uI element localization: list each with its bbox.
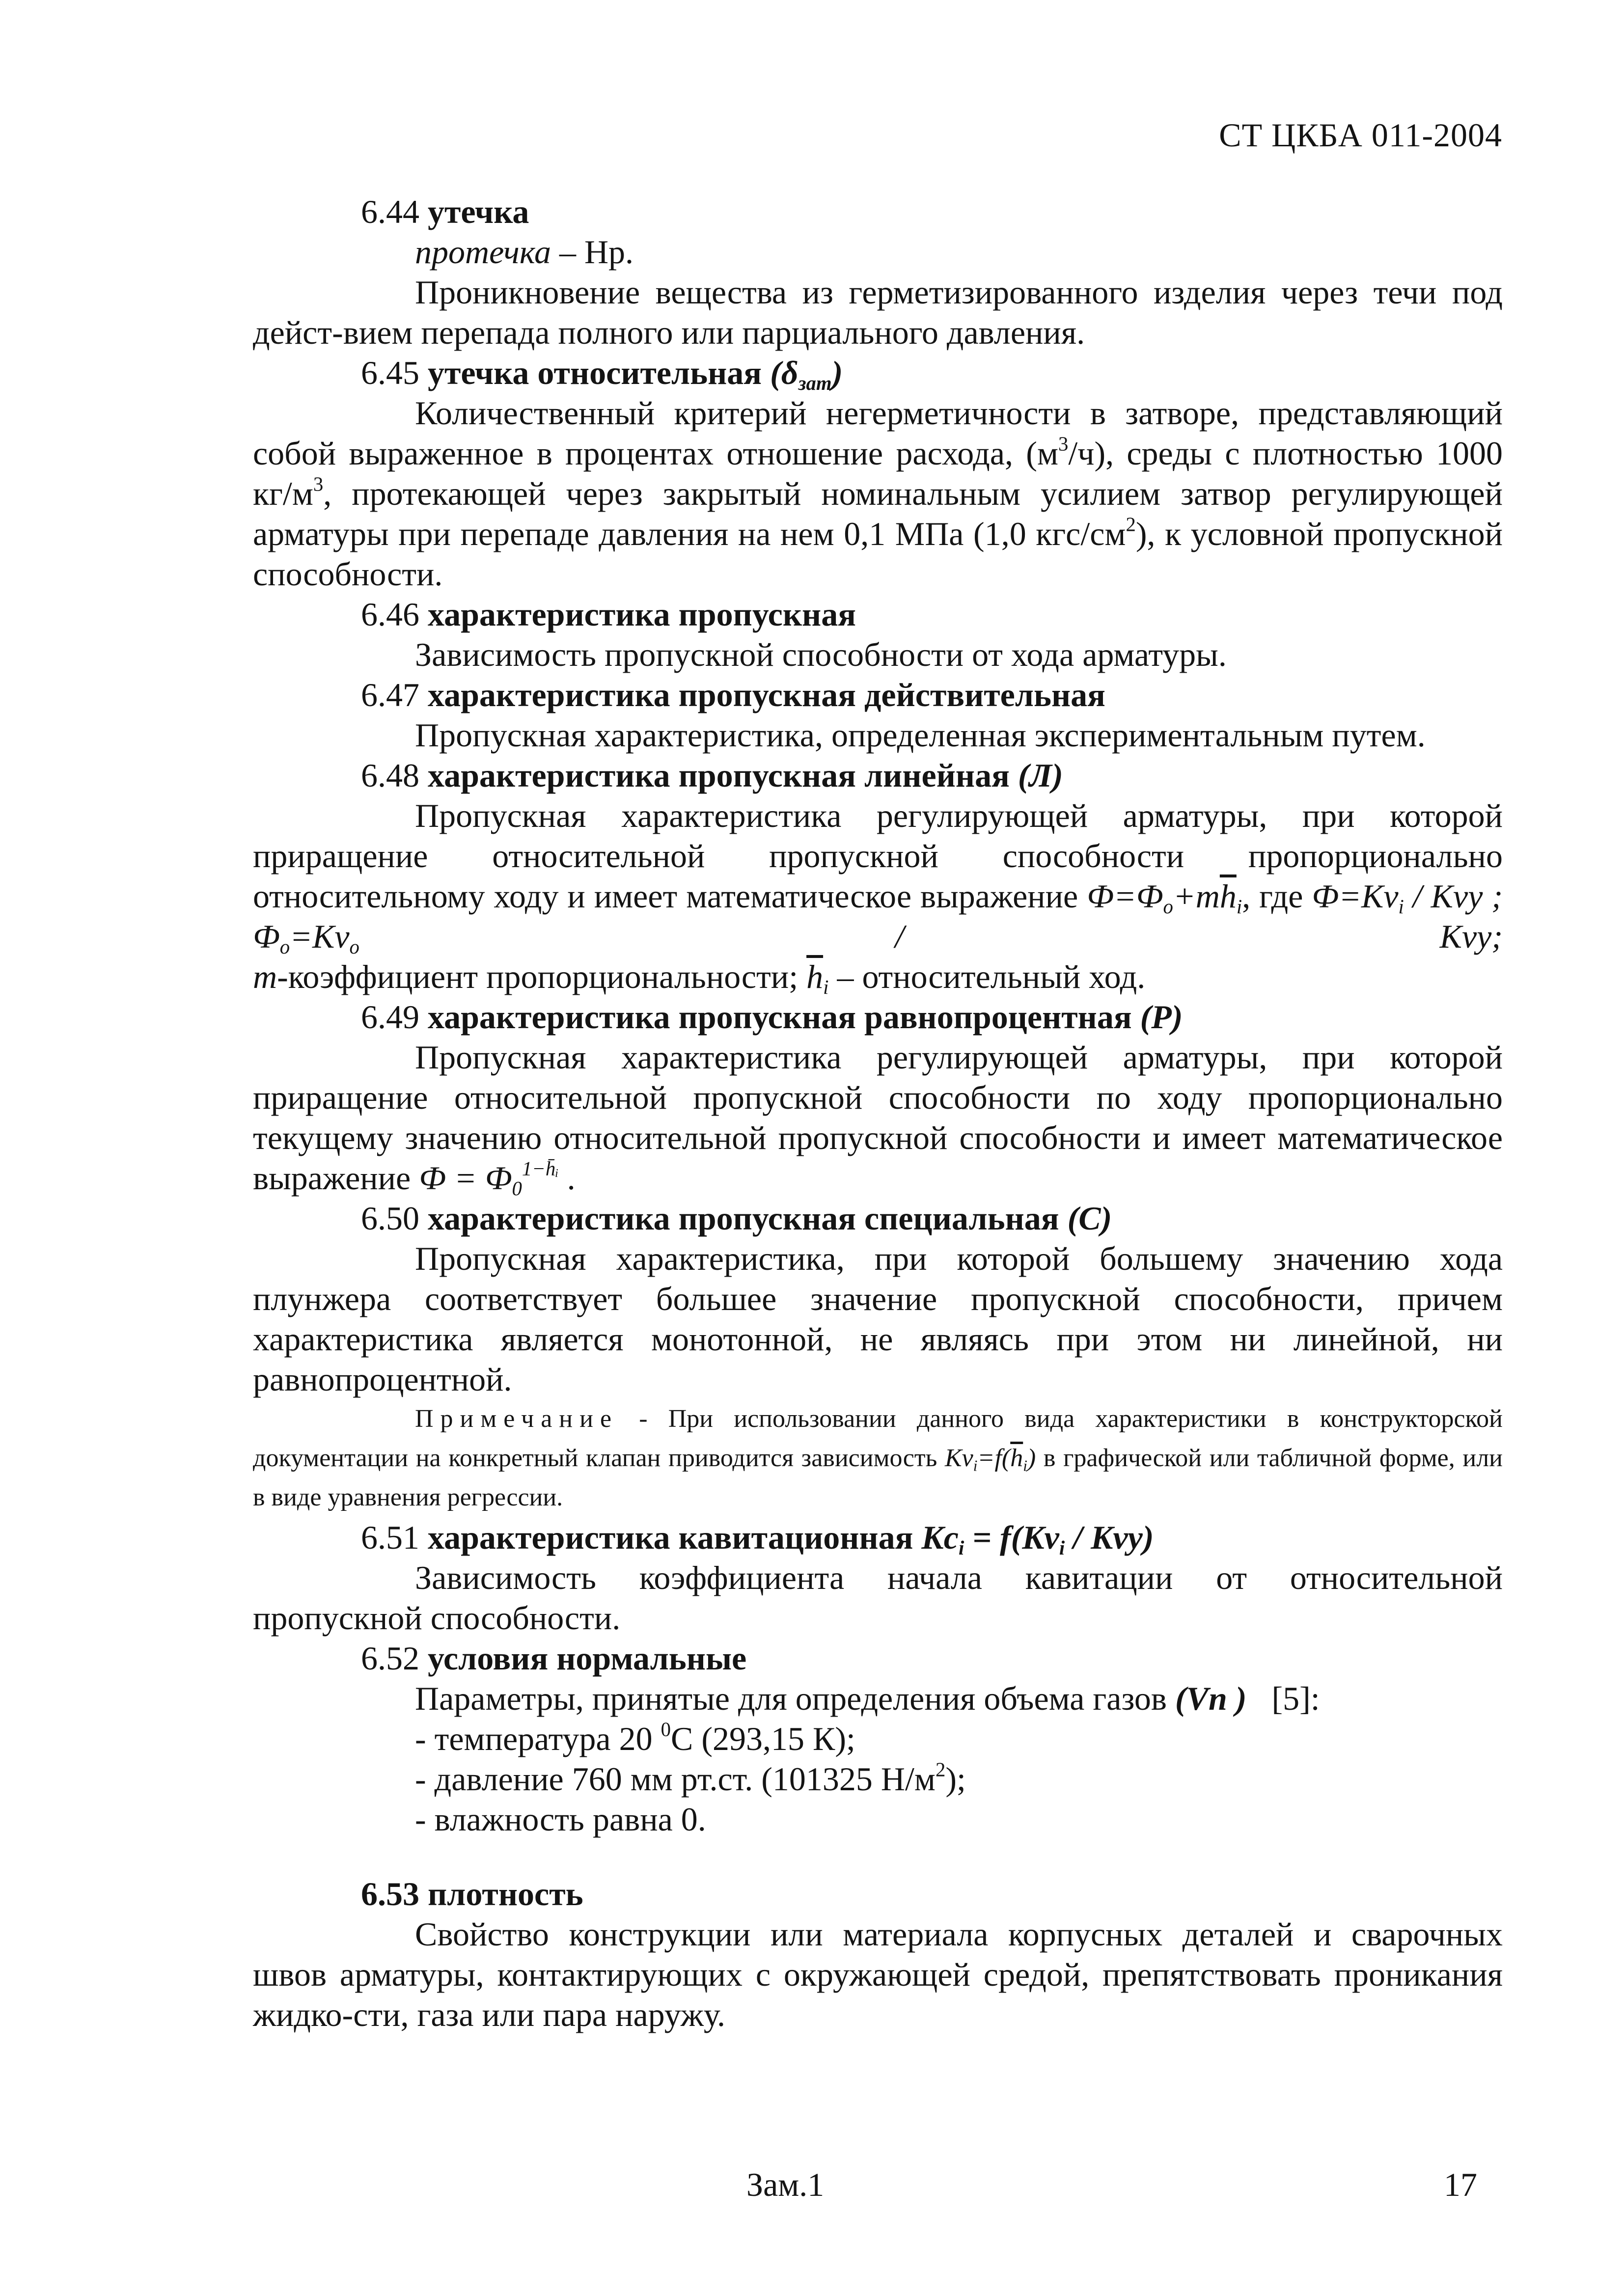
section-number: 6.47 — [361, 676, 419, 713]
term: характеристика пропускная линейная — [428, 757, 1010, 794]
note-label: Примечание — [415, 1405, 619, 1433]
section-6-49-definition: Пропускная характеристика регулирующей арматуры, при которой приращение относительной пропускной способности по ходу пропорционально текущему значению относительной пропускной способности и имеет математическое — [253, 1039, 1503, 1156]
term: характеристика пропускная равнопроцентная — [428, 998, 1132, 1036]
section-6-49-heading — [253, 997, 1503, 1037]
section-number: 6.52 — [361, 1640, 419, 1677]
section-6-44-definition: Проникновение вещества из герметизированного изделия через течи под дейст-вием перепада полного или парциального давления. — [253, 273, 1503, 351]
section-6-45-definition: Количественный критерий негерметичности в затворе, представляющий собой выраженное в процентах отношение расхода, $(м^3/ч)$, среды с плотностью 1000 $кг/м^3$, протекающей через закрытый номинальным усилием затвор регулирующей арматуры при перепаде давления на нем 0,1 МПа (1,0 кгс/$см^2$), к условной пропускной способности. — [253, 394, 1503, 593]
term-symbol: (Р) — [1140, 998, 1183, 1036]
section-number: 6.44 — [361, 193, 419, 230]
synonym-abbr: – Нр. — [551, 233, 634, 271]
section-number: 6.49 — [361, 998, 419, 1036]
section-6-44-synonym — [253, 232, 1503, 272]
formula-phi: $Ф=Kv_i$ / Kvy ; $Ф_o=Kv_o$ / Kvy; — [253, 877, 1503, 958]
section-6-52-item-humidity: - влажность равна 0. — [415, 1801, 706, 1838]
term: утечка — [428, 193, 529, 230]
section-6-48-definition: Пропускная характеристика регулирующей арматуры, при которой приращение относительной пропускной способности пропорционально относительному ходу и имеет математическое выражение $Ф=Ф_o+m\overline{h}_i$, где $Ф=Kv_i$ / Kvy ; $Ф_o=Kv_o$ / Kvy; — [253, 797, 1503, 958]
section-number: 6.53 — [361, 1875, 419, 1913]
section-6-50-definition: Пропускная характеристика, при которой большему значению хода плунжера соответствует большее значение пропускной способности, причем характеристика является монотонной, не являясь при этом ни линейной, ни равнопроцентной. — [253, 1240, 1503, 1398]
term-symbol: $(\delta_{зат})$ — [770, 354, 843, 395]
section-6-52-heading — [253, 1638, 1503, 1678]
section-number: 6.45 — [361, 354, 419, 391]
section-6-47-definition: Пропускная характеристика, определенная экспериментальным путем. — [415, 716, 1426, 754]
section-6-53-heading — [253, 1874, 1503, 1914]
term-symbol: (Л) — [1018, 757, 1063, 794]
term: плотность — [428, 1875, 583, 1913]
section-number: 6.51 — [361, 1519, 419, 1556]
section-6-52-item-temperature: - температура 20 $^0$С (293,15 К); — [415, 1718, 855, 1757]
section-6-48-heading — [253, 755, 1503, 795]
section-6-44-heading — [253, 191, 1503, 232]
section-6-46-heading — [253, 594, 1503, 634]
section-number: 6.50 — [361, 1200, 419, 1237]
section-6-45-heading — [253, 353, 1503, 393]
page-number: 17 — [1444, 2166, 1477, 2203]
document-body — [253, 191, 1503, 2035]
section-6-48-definition-tail: m-коэффициент пропорциональности; $\overline{h}_i$ – относительный ход. — [253, 958, 1146, 999]
formula-linear: $Ф=Ф_o+m\overline{h}_i$ — [1087, 877, 1242, 918]
synonym: протечка — [415, 233, 551, 271]
term: характеристика пропускная — [428, 596, 856, 633]
section-6-52-definition: Параметры, принятые для определения объема газов (Vn ) [5]: — [415, 1680, 1320, 1717]
section-6-52-item-pressure: - давление 760 мм рт.ст. (101325 $Н/м^2$); — [415, 1758, 966, 1798]
section-6-53-definition: Свойство конструкции или материала корпусных деталей и сварочных швов арматуры, контактирующих с окружающей средой, препятствовать проникания жидко-сти, газа или пара наружу. — [253, 1915, 1503, 2033]
term: характеристика кавитационная — [428, 1519, 913, 1556]
term: утечка относительная — [428, 354, 762, 391]
section-6-51-definition: Зависимость коэффициента начала кавитации от относительной пропускной способности. — [253, 1559, 1503, 1637]
section-6-50-note: Примечание - При использовании данного вида характеристики в конструкторской документации на конкретный клапан приводится зависимость $Kv_i=f(\overline{h}_i)$ в графической или табличной форме, или в виде уравнения регрессии. — [253, 1405, 1503, 1511]
document-code: СТ ЦКБА 011-2004 — [1219, 116, 1502, 154]
section-6-50-heading — [253, 1198, 1503, 1238]
section-number: 6.48 — [361, 757, 419, 794]
term-symbol: $Kc_i = f(Kv_i / Kvy)$ — [921, 1519, 1154, 1559]
formula-equal-percentage: $Ф = Ф_0^{1-h̄ᵢ}$ — [419, 1157, 559, 1200]
section-6-47-heading — [253, 675, 1503, 715]
change-notice: Зам.1 — [746, 2166, 825, 2203]
term-symbol: (С) — [1067, 1200, 1112, 1237]
term: характеристика пропускная действительная — [428, 676, 1105, 713]
section-6-46-definition: Зависимость пропускной способности от хода арматуры. — [415, 636, 1227, 673]
section-6-49-expression: выражение $Ф = Ф_0^{1-h̄ᵢ}$ . — [253, 1157, 576, 1200]
term: условия нормальные — [428, 1640, 747, 1677]
section-6-51-heading — [253, 1517, 1503, 1558]
term: характеристика пропускная специальная — [428, 1200, 1059, 1237]
section-number: 6.46 — [361, 596, 419, 633]
